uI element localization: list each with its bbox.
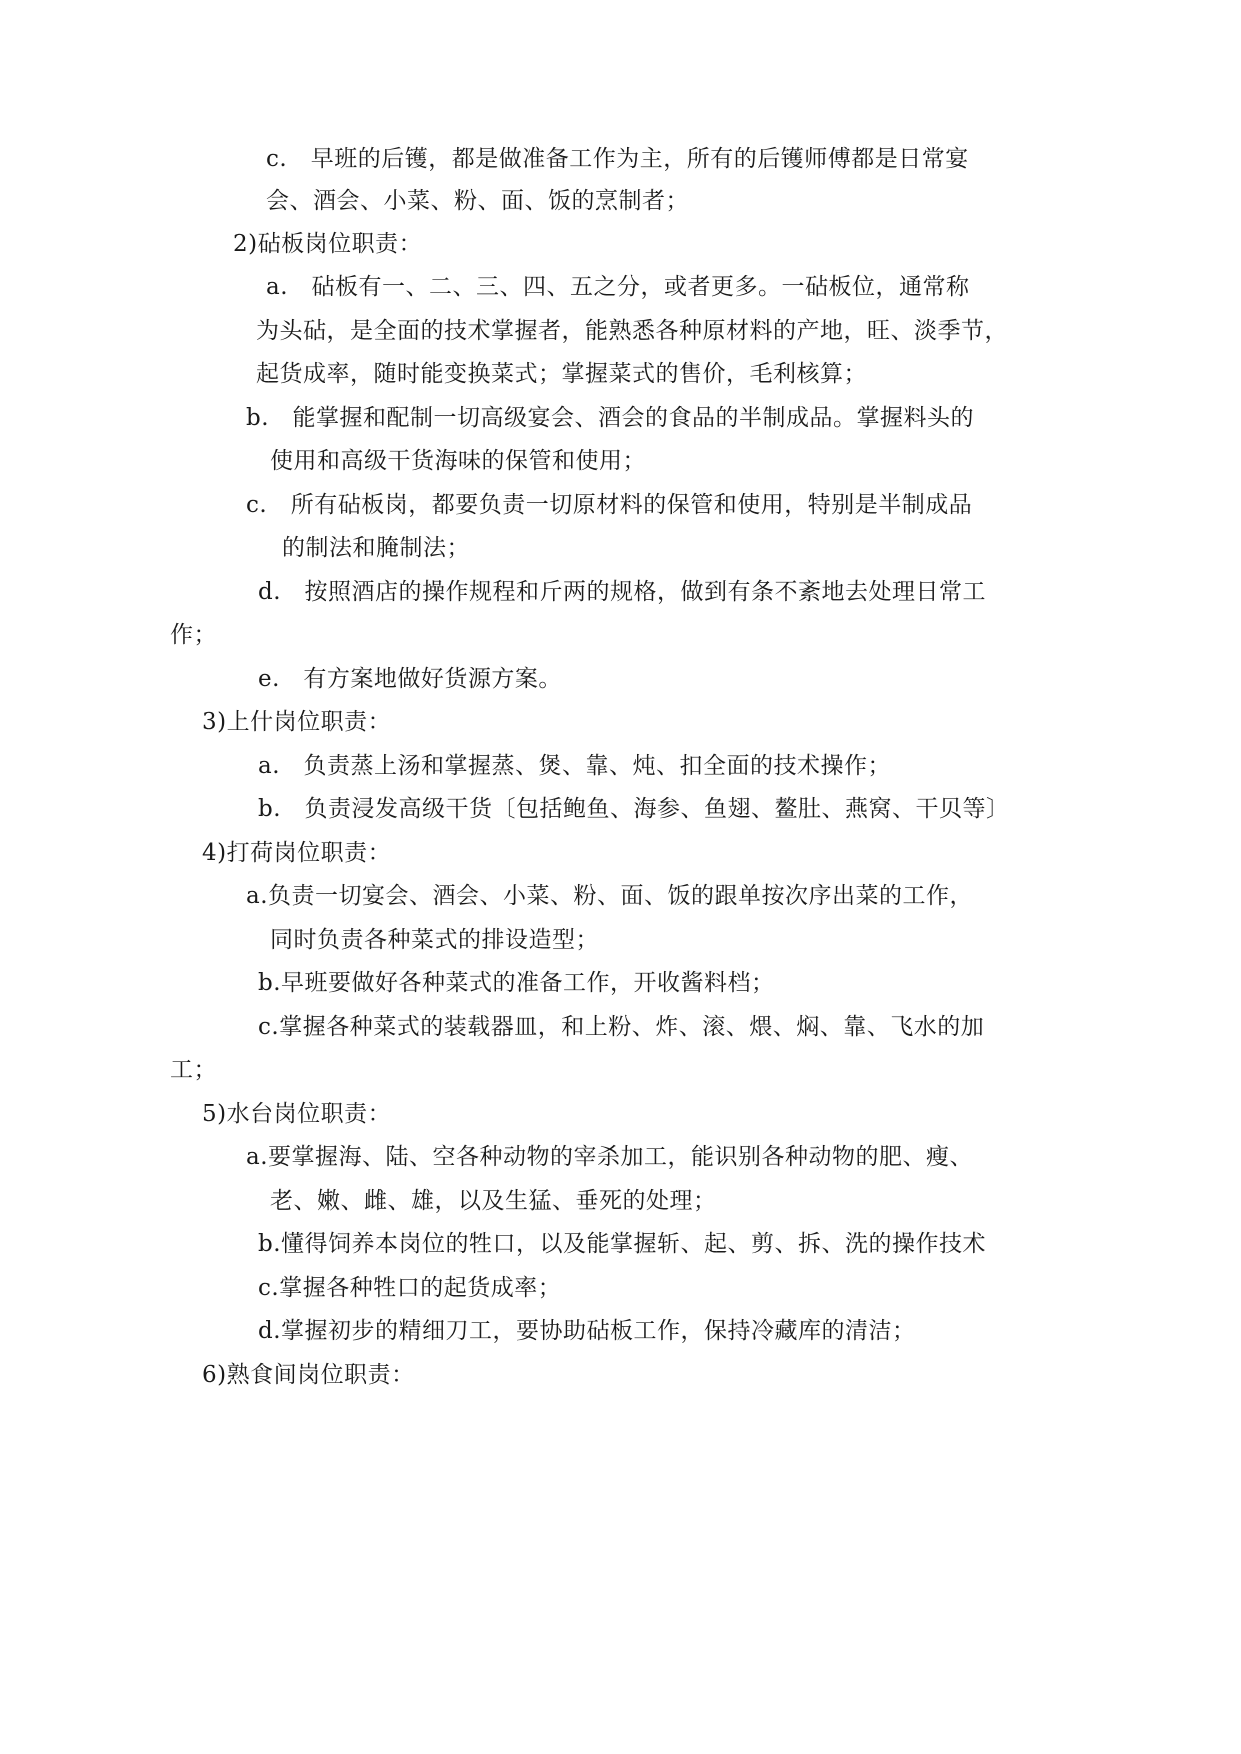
text-line: 工；	[170, 1057, 217, 1083]
text-line: a. 砧板有一、二、三、四、五之分，或者更多。一砧板位，通常称	[266, 274, 970, 300]
section-heading: 5)水台岗位职责：	[202, 1101, 392, 1127]
text-line: b.早班要做好各种菜式的准备工作，开收酱料档；	[258, 970, 775, 996]
text-line: c.掌握各种菜式的装载器皿，和上粉、炸、滚、煨、焖、靠、飞水的加	[258, 1014, 985, 1040]
section-heading: 3)上什岗位职责：	[202, 709, 392, 735]
section-heading: 6)熟食间岗位职责：	[202, 1362, 415, 1388]
text-line: b. 能掌握和配制一切高级宴会、酒会的食品的半制成品。掌握料头的	[246, 405, 975, 431]
text-line: 的制法和腌制法；	[282, 535, 470, 561]
text-line: a.负责一切宴会、酒会、小菜、粉、面、饭的跟单按次序出菜的工作，	[246, 883, 974, 909]
text-line: 起货成率，随时能变换菜式；掌握菜式的售价，毛利核算；	[256, 361, 867, 387]
section-heading: 4)打荷岗位职责：	[202, 840, 392, 866]
text-line: e. 有方案地做好货源方案。	[258, 666, 562, 692]
text-line: b. 负责浸发高级干货〔包括鲍鱼、海参、鱼翅、鳌肚、燕窝、干贝等〕	[258, 796, 1010, 822]
text-line: 为头砧，是全面的技术掌握者，能熟悉各种原材料的产地，旺、淡季节，	[256, 318, 1008, 344]
text-line: 会、酒会、小菜、粉、面、饭的烹制者；	[266, 188, 689, 214]
text-line: 同时负责各种菜式的排设造型；	[270, 927, 599, 953]
text-line: c. 早班的后镬，都是做准备工作为主，所有的后镬师傅都是日常宴	[266, 146, 969, 172]
text-line: a.要掌握海、陆、空各种动物的宰杀加工，能识别各种动物的肥、瘦、	[246, 1144, 974, 1170]
text-line: c.掌握各种牲口的起货成率；	[258, 1275, 562, 1301]
text-line: a. 负责蒸上汤和掌握蒸、煲、靠、炖、扣全面的技术操作；	[258, 753, 892, 779]
section-heading: 2)砧板岗位职责：	[233, 231, 423, 257]
text-line: c. 所有砧板岗，都要负责一切原材料的保管和使用，特别是半制成品	[246, 492, 973, 518]
text-line: 使用和高级干货海味的保管和使用；	[270, 448, 646, 474]
text-line: d.掌握初步的精细刀工，要协助砧板工作，保持冷藏库的清洁；	[258, 1318, 916, 1344]
text-line: 老、嫩、雌、雄，以及生猛、垂死的处理；	[270, 1188, 717, 1214]
text-line: b.懂得饲养本岗位的牲口，以及能掌握斩、起、剪、拆、洗的操作技术	[258, 1231, 987, 1257]
text-line: d. 按照酒店的操作规程和斤两的规格，做到有条不紊地去处理日常工	[258, 579, 987, 605]
text-line: 作；	[170, 622, 217, 648]
